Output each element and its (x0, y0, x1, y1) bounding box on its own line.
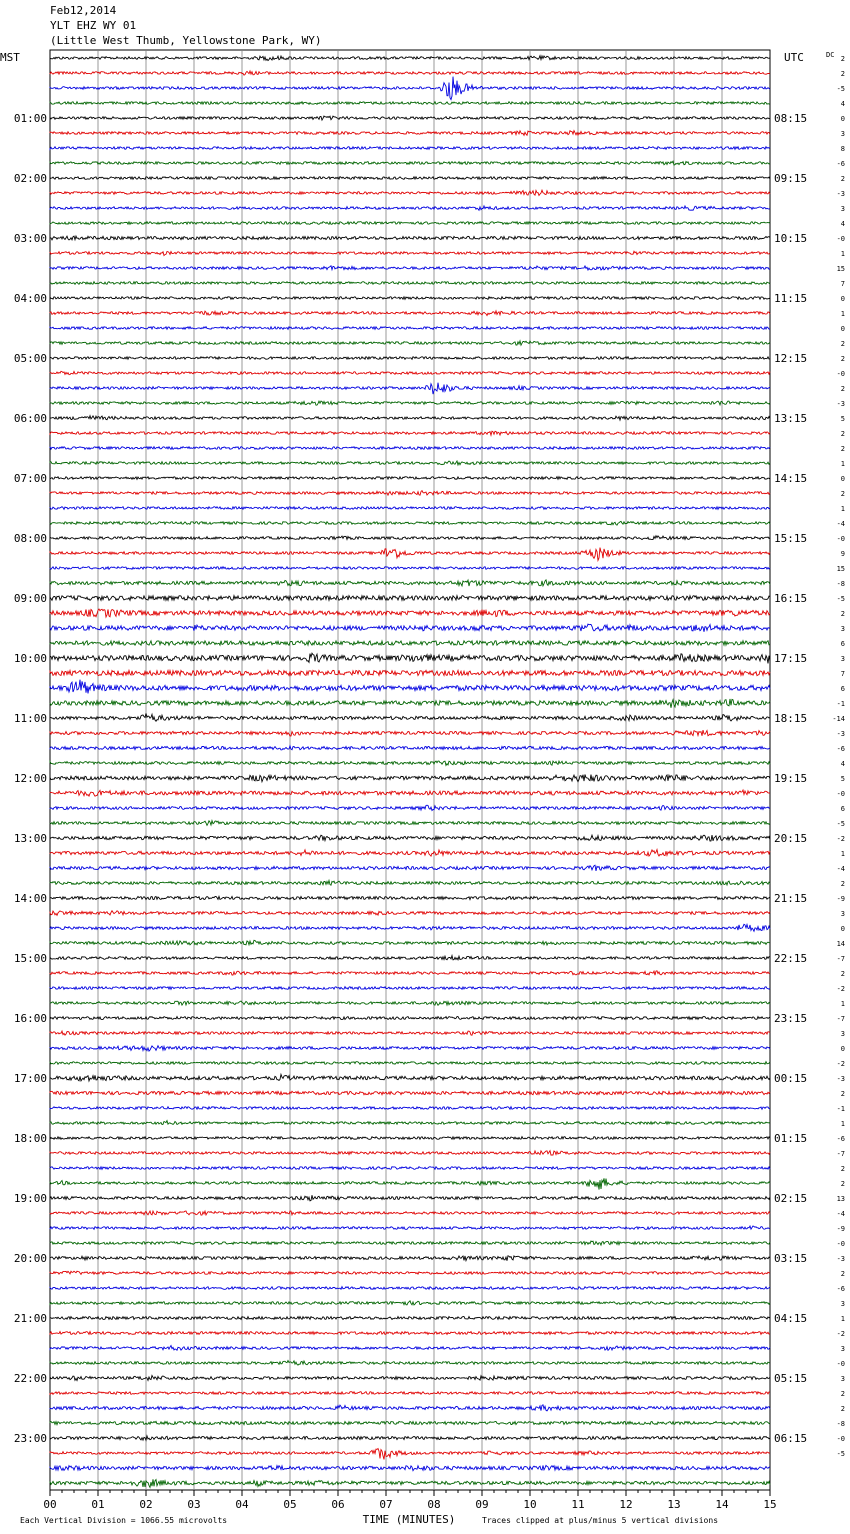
dc-offset-label: 9 (840, 550, 845, 558)
dc-offset-label: 0 (840, 325, 845, 333)
utc-hour-label: 10:15 (774, 232, 808, 245)
dc-offset-label: 2 (840, 1090, 845, 1098)
dc-offset-label: -7 (836, 1150, 845, 1158)
dc-offset-label: -6 (836, 160, 845, 168)
utc-hour-label: 11:15 (774, 292, 808, 305)
dc-offset-label: -6 (836, 1135, 845, 1143)
scale-note: Each Vertical Division = 1066.55 microvolts (20, 1516, 228, 1525)
clip-note: Traces clipped at plus/minus 5 vertical divisions (482, 1516, 719, 1525)
dc-offset-label: 0 (840, 295, 845, 303)
dc-offset-label: 13 (836, 1195, 845, 1203)
utc-hour-label: 02:15 (774, 1192, 808, 1205)
dc-offset-label: 3 (840, 910, 845, 918)
dc-offset-label: 15 (836, 565, 845, 573)
dc-offset-label: 2 (840, 1270, 845, 1278)
utc-hour-label: 21:15 (774, 892, 808, 905)
x-tick-label: 02 (139, 1498, 153, 1511)
dc-offset-label: -2 (836, 1060, 845, 1068)
dc-offset-label: 2 (840, 1165, 845, 1173)
x-tick-label: 00 (43, 1498, 57, 1511)
utc-hour-label: 03:15 (774, 1252, 808, 1265)
mst-hour-label: 15:00 (13, 952, 47, 965)
utc-hour-label: 22:15 (774, 952, 808, 965)
dc-offset-label: 1 (840, 505, 845, 513)
dc-offset-label: -0 (836, 1240, 845, 1248)
dc-offset-label: 4 (840, 100, 845, 108)
dc-offset-label: 2 (840, 70, 845, 78)
mst-hour-label: 08:00 (13, 532, 47, 545)
mst-hour-label: 06:00 (13, 412, 47, 425)
utc-hour-label: 06:15 (774, 1432, 808, 1445)
dc-offset-label: -0 (836, 1435, 845, 1443)
x-axis-title: TIME (MINUTES) (362, 1513, 456, 1526)
dc-offset-label: -6 (836, 745, 845, 753)
mst-hour-label: 20:00 (13, 1252, 47, 1265)
mst-hour-label: 02:00 (13, 172, 47, 185)
dc-offset-label: 2 (840, 970, 845, 978)
x-tick-label: 03 (187, 1498, 201, 1511)
mst-hour-label: 11:00 (13, 712, 47, 725)
dc-offset-label: 6 (840, 685, 845, 693)
dc-offset-label: -0 (836, 1360, 845, 1368)
utc-hour-label: 16:15 (774, 592, 808, 605)
dc-offset-label: -3 (836, 1075, 845, 1083)
utc-hour-label: 12:15 (774, 352, 808, 365)
dc-offset-label: 5 (840, 415, 845, 423)
mst-hour-label: 01:00 (13, 112, 47, 125)
dc-offset-label: -4 (836, 1210, 845, 1218)
dc-offset-label: -0 (836, 235, 845, 243)
dc-offset-label: -1 (836, 700, 845, 708)
dc-offset-label: -9 (836, 895, 845, 903)
dc-offset-label: -1 (836, 1105, 845, 1113)
dc-offset-label: -7 (836, 955, 845, 963)
utc-hour-label: 00:15 (774, 1072, 808, 1085)
dc-offset-label: 7 (840, 670, 845, 678)
x-tick-label: 11 (571, 1498, 585, 1511)
dc-offset-label: 3 (840, 1345, 845, 1353)
dc-offset-label: 3 (840, 625, 845, 633)
dc-offset-label: 15 (836, 265, 845, 273)
utc-hour-label: 19:15 (774, 772, 808, 785)
dc-offset-label: 7 (840, 280, 845, 288)
x-tick-label: 01 (91, 1498, 105, 1511)
dc-offset-label: -8 (836, 580, 845, 588)
dc-offset-label: -7 (836, 1015, 845, 1023)
dc-offset-label: -4 (836, 520, 845, 528)
dc-offset-label: 3 (840, 130, 845, 138)
utc-hour-label: 23:15 (774, 1012, 808, 1025)
utc-hour-label: 18:15 (774, 712, 808, 725)
mst-hour-label: 22:00 (13, 1372, 47, 1385)
x-tick-label: 13 (667, 1498, 681, 1511)
dc-offset-label: 2 (840, 340, 845, 348)
dc-offset-label: 2 (840, 385, 845, 393)
location-label: (Little West Thumb, Yellowstone Park, WY) (50, 34, 322, 47)
x-tick-label: 15 (763, 1498, 777, 1511)
dc-offset-label: -5 (836, 85, 845, 93)
mst-hour-label: 04:00 (13, 292, 47, 305)
dc-offset-label: -6 (836, 1285, 845, 1293)
dc-offset-label: -0 (836, 535, 845, 543)
dc-offset-label: 0 (840, 475, 845, 483)
x-tick-label: 10 (523, 1498, 537, 1511)
utc-hour-label: 20:15 (774, 832, 808, 845)
dc-offset-label: 2 (840, 430, 845, 438)
utc-hour-label: 05:15 (774, 1372, 808, 1385)
utc-hour-label: 14:15 (774, 472, 808, 485)
dc-offset-label: -2 (836, 1330, 845, 1338)
dc-offset-label: 2 (840, 1405, 845, 1413)
x-tick-label: 04 (235, 1498, 249, 1511)
dc-offset-label: -3 (836, 400, 845, 408)
dc-offset-label: 14 (836, 940, 845, 948)
mst-hour-label: 10:00 (13, 652, 47, 665)
dc-offset-label: 1 (840, 310, 845, 318)
dc-offset-label: -5 (836, 820, 845, 828)
dc-offset-label: 3 (840, 205, 845, 213)
dc-label: DC (826, 51, 835, 59)
dc-offset-label: -0 (836, 790, 845, 798)
mst-hour-label: 19:00 (13, 1192, 47, 1205)
dc-offset-label: 0 (840, 1045, 845, 1053)
dc-offset-label: 1 (840, 250, 845, 258)
dc-offset-label: 2 (840, 1180, 845, 1188)
x-tick-label: 08 (427, 1498, 441, 1511)
mst-hour-label: 17:00 (13, 1072, 47, 1085)
dc-offset-label: 0 (840, 925, 845, 933)
utc-hour-label: 08:15 (774, 112, 808, 125)
dc-offset-label: -4 (836, 865, 845, 873)
dc-offset-label: 2 (840, 175, 845, 183)
dc-offset-label: 2 (840, 490, 845, 498)
dc-offset-label: 8 (840, 145, 845, 153)
dc-offset-label: -5 (836, 1450, 845, 1458)
mst-hour-label: 13:00 (13, 832, 47, 845)
dc-offset-label: 3 (840, 655, 845, 663)
x-tick-label: 07 (379, 1498, 393, 1511)
dc-offset-label: 1 (840, 460, 845, 468)
mst-hour-label: 14:00 (13, 892, 47, 905)
dc-offset-label: 3 (840, 1030, 845, 1038)
dc-offset-label: -3 (836, 190, 845, 198)
dc-offset-label: 2 (840, 445, 845, 453)
dc-offset-label: 1 (840, 850, 845, 858)
dc-offset-label: 5 (840, 775, 845, 783)
dc-offset-label: -3 (836, 1255, 845, 1263)
dc-offset-label: 1 (840, 1000, 845, 1008)
mst-hour-label: 07:00 (13, 472, 47, 485)
mst-hour-label: 18:00 (13, 1132, 47, 1145)
dc-offset-label: 2 (840, 880, 845, 888)
mst-hour-label: 23:00 (13, 1432, 47, 1445)
dc-offset-label: 6 (840, 640, 845, 648)
dc-offset-label: 2 (840, 610, 845, 618)
utc-hour-label: 09:15 (774, 172, 808, 185)
dc-offset-label: -2 (836, 985, 845, 993)
date-label: Feb12,2014 (50, 4, 117, 17)
mst-hour-label: 12:00 (13, 772, 47, 785)
dc-offset-label: 3 (840, 1375, 845, 1383)
dc-offset-label: 4 (840, 220, 845, 228)
dc-offset-label: 2 (840, 1390, 845, 1398)
utc-hour-label: 01:15 (774, 1132, 808, 1145)
dc-offset-label: 0 (840, 115, 845, 123)
dc-offset-label: 4 (840, 760, 845, 768)
dc-offset-label: 2 (840, 55, 845, 63)
utc-label: UTC (784, 51, 804, 64)
dc-offset-label: 6 (840, 805, 845, 813)
x-tick-label: 14 (715, 1498, 729, 1511)
utc-hour-label: 13:15 (774, 412, 808, 425)
dc-offset-label: -5 (836, 595, 845, 603)
dc-offset-label: 3 (840, 1300, 845, 1308)
mst-label: MST (0, 51, 20, 64)
dc-offset-label: -2 (836, 835, 845, 843)
utc-hour-label: 04:15 (774, 1312, 808, 1325)
dc-offset-label: 2 (840, 355, 845, 363)
mst-hour-label: 09:00 (13, 592, 47, 605)
mst-hour-label: 03:00 (13, 232, 47, 245)
x-tick-label: 12 (619, 1498, 633, 1511)
utc-hour-label: 17:15 (774, 652, 808, 665)
dc-offset-label: -3 (836, 730, 845, 738)
dc-offset-label: -14 (832, 715, 845, 723)
dc-offset-label: -8 (836, 1420, 845, 1428)
dc-offset-label: 1 (840, 1315, 845, 1323)
station-label: YLT EHZ WY 01 (50, 19, 137, 32)
dc-offset-label: -0 (836, 370, 845, 378)
x-tick-label: 09 (475, 1498, 489, 1511)
dc-offset-label: -9 (836, 1225, 845, 1233)
x-tick-label: 06 (331, 1498, 345, 1511)
x-tick-label: 05 (283, 1498, 297, 1511)
utc-hour-label: 15:15 (774, 532, 808, 545)
mst-hour-label: 05:00 (13, 352, 47, 365)
mst-hour-label: 16:00 (13, 1012, 47, 1025)
mst-hour-label: 21:00 (13, 1312, 47, 1325)
dc-offset-label: 1 (840, 1120, 845, 1128)
